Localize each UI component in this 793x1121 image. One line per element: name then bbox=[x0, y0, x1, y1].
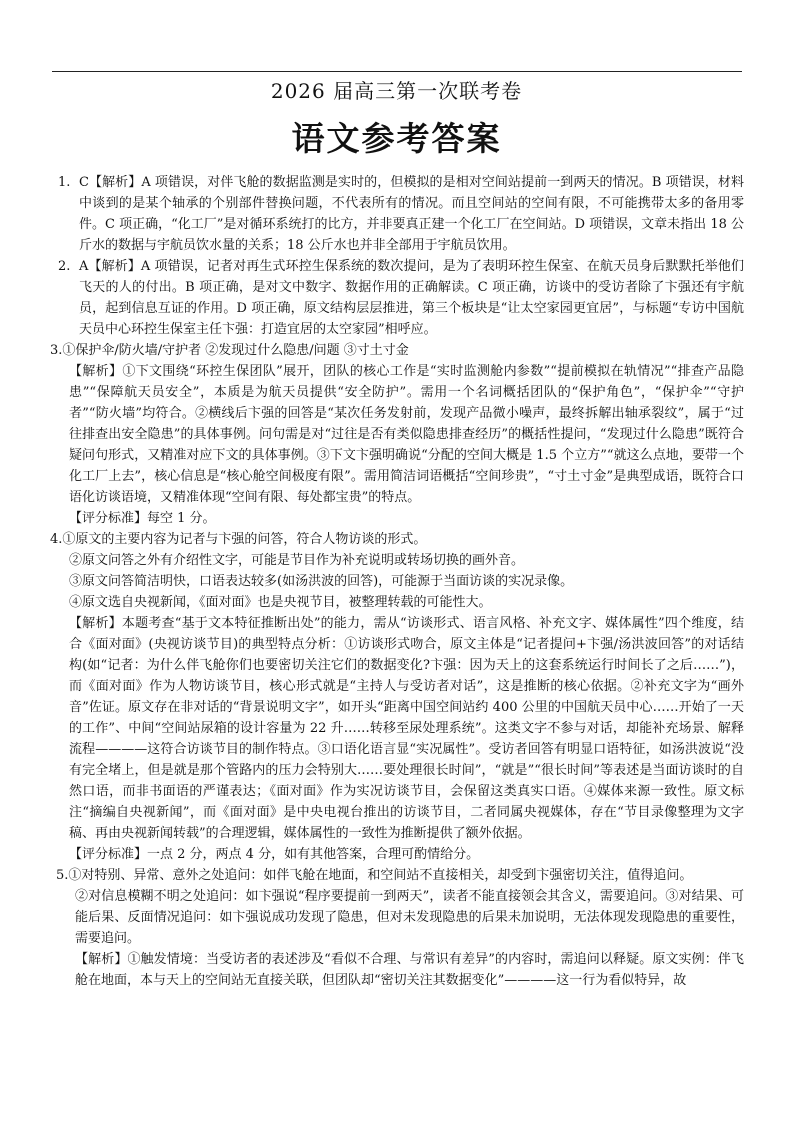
question-4-point-2: ②原文问答之外有介绍性文字，可能是节目作为补充说明或转场切换的画外音。 bbox=[69, 553, 525, 568]
question-number: 2. bbox=[58, 259, 71, 274]
question-5-point-1: 5.①对特别、异常、意外之处追问：如伴飞舱在地面，和空间站不直接相关，却受到卞强密切关注，值得追问。 bbox=[56, 868, 693, 883]
header-rule bbox=[52, 71, 742, 72]
question-1-text: C【解析】A 项错误，对伴飞舱的数据监测是实时的，但模拟的是相对空间站提前一到两天的情况。B 项错误，材料中谈到的是某个轴承的个别部件替换问题，不代表所有的情况。而且空间站的空间有限，不可能携带太多的备用零件。C 项正确，“化工厂”是对循环系统打的比方，并非要真正建一个化工厂在空间站。D 项错误，文章未指出 18 公斤水的数据与宇航员饮水量的关系；18 公斤水也并非全部用于宇航员饮用。 bbox=[79, 175, 744, 253]
question-4-explain: 【解析】本题考查“基于文本特征推断出处”的能力，需从“访谈形式、语言风格、补充文字、媒体属性”四个维度，结合《面对面》(央视访谈节目)的典型特点分析：①访谈形式吻合，原文主体是“记者提问+卞强/汤洪波回答”的对话结构(如“记者：为什么伴飞舱你们也要密切关注它们的数据变化?卞强：因为天上的这套系统运行时间长了之后……”)，而《面对面》作为人物访谈节目，核心形式就是“主持人与受访者对话”，这是推断的核心依据。②补充文字为“画外音”佐证。原文存在非对话的“背景说明文字”，如开头“距离中国空间站约 400 公里的中国航天员中心……开始了一天的工作”、中间“空间站尿箱的设计容量为 22 升……转移至尿处理系统”。这类文字不参与对话，却能补充场景、解释流程————这符合访谈节目的制作特点。③口语化语言显“实况属性”。受访者回答有明显口语特征，如汤洪波说“没有完全堵上，但是就是那个管路内的压力会特别大……要处理很长时间”，“就是”“很长时间”等表述是当面访谈时的自然口语，而非书面语的严谨表达；《面对面》作为实况访谈节目，会保留这类真实口语。④媒体来源一致性。原文标注“摘编自央视新闻”，而《面对面》是中央电视台推出的访谈节目，二者同属央视媒体，存在“节目录像整理为文字稿、再由央视新闻转载”的合理逻辑，媒体属性的一致性为推断提供了额外依据。 bbox=[69, 616, 744, 841]
question-number: 3. bbox=[50, 343, 63, 358]
question-3-score: 【评分标准】每空 1 分。 bbox=[69, 511, 216, 526]
question-5-point-2: ②对信息模糊不明之处追问：如卞强说“程序要提前一到两天”，读者不能直接领会其含义，需要追问。③对结果、可能后果、反面情况追问：如卞强说成功发现了隐患，但对未发现隐患的后果未加说明，无法体现发现隐患的重要性，需要追问。 bbox=[75, 889, 744, 946]
answer-content bbox=[50, 172, 744, 991]
question-4-score: 【评分标准】一点 2 分，两点 4 分，如有其他答案，合理可酌情给分。 bbox=[69, 847, 480, 862]
question-4-point-4: ④原文选自央视新闻，《面对面》也是央视节目，被整理转载的可能性大。 bbox=[69, 595, 492, 610]
question-2 bbox=[58, 256, 744, 340]
question-3 bbox=[50, 340, 744, 529]
question-3-answer bbox=[50, 340, 744, 361]
question-3-answer-text: ①保护伞/防火墙/守护者 ②发现过什么隐患/问题 ③寸土寸金 bbox=[62, 343, 409, 358]
question-5 bbox=[56, 865, 744, 991]
question-number: 4. bbox=[50, 532, 63, 547]
question-1 bbox=[58, 172, 744, 256]
question-4-point-3: ③原文问答简洁明快，口语表达较多(如汤洪波的回答)，可能源于当面访谈的实况录像。 bbox=[69, 574, 574, 589]
question-2-text: A【解析】A 项错误，记者对再生式环控生保系统的数次提问，是为了表明环控生保室、在航天员身后默默托举他们飞天的人的付出。B 项正确，是对文中数字、数据作用的正确解读。C 项正确，访谈中的受访者除了卞强还有宇航员，起到信息互证的作用。D 项正确，原文结构层层推进，第三个板块是“让太空家园更宜居”，与标题“专访中国航天员中心环控生保室主任卞强：打造宜居的太空家园”相呼应。 bbox=[79, 259, 744, 337]
page-heading: 语文参考答案 bbox=[291, 119, 502, 158]
question-number: 5. bbox=[56, 868, 69, 883]
question-3-explain: 【解析】①下文围绕“环控生保团队”展开，团队的核心工作是“实时监测舱内参数”“提前模拟在轨情况”“排查产品隐患”“保障航天员安全”，本质是为航天员提供“安全防护”。需用一个名词概括团队的“保护角色”，“保护伞”“守护者”“防火墙”均符合。②横线后卞强的回答是“某次任务发射前，发现产品微小噪声，最终拆解出轴承裂纹”，属于“过往排查出安全隐患”的具体事例。问句需是对“过往是否有类似隐患排查经历”的概括性提问，“发现过什么隐患”既符合疑问句形式，又精准对应下文的具体事例。③下文卞强明确说“分配的空间大概是 1.5 个立方”“就这么点地，要带一个化工厂上去”，核心信息是“核心舱空间极度有限”。需用简洁词语概括“空间珍贵”，“寸土寸金”是典型成语，既符合口语化访谈语境，又精准体现“空间有限、每处都宝贵”的特点。 bbox=[69, 364, 744, 505]
exam-title: 2026 届高三第一次联考卷 bbox=[270, 79, 523, 103]
question-4-point-1: 4.①原文的主要内容为记者与卞强的问答，符合人物访谈的形式。 bbox=[50, 532, 427, 547]
question-number: 1. bbox=[58, 175, 71, 190]
question-4 bbox=[50, 529, 744, 865]
question-5-explain: 【解析】①触发情境：当受访者的表述涉及“看似不合理、与常识有差异”的内容时，需追问以释疑。原文实例：伴飞舱在地面，本与天上的空间站无直接关联，但团队却“密切关注其数据变化”————这一行为看似特异，故 bbox=[75, 952, 744, 988]
